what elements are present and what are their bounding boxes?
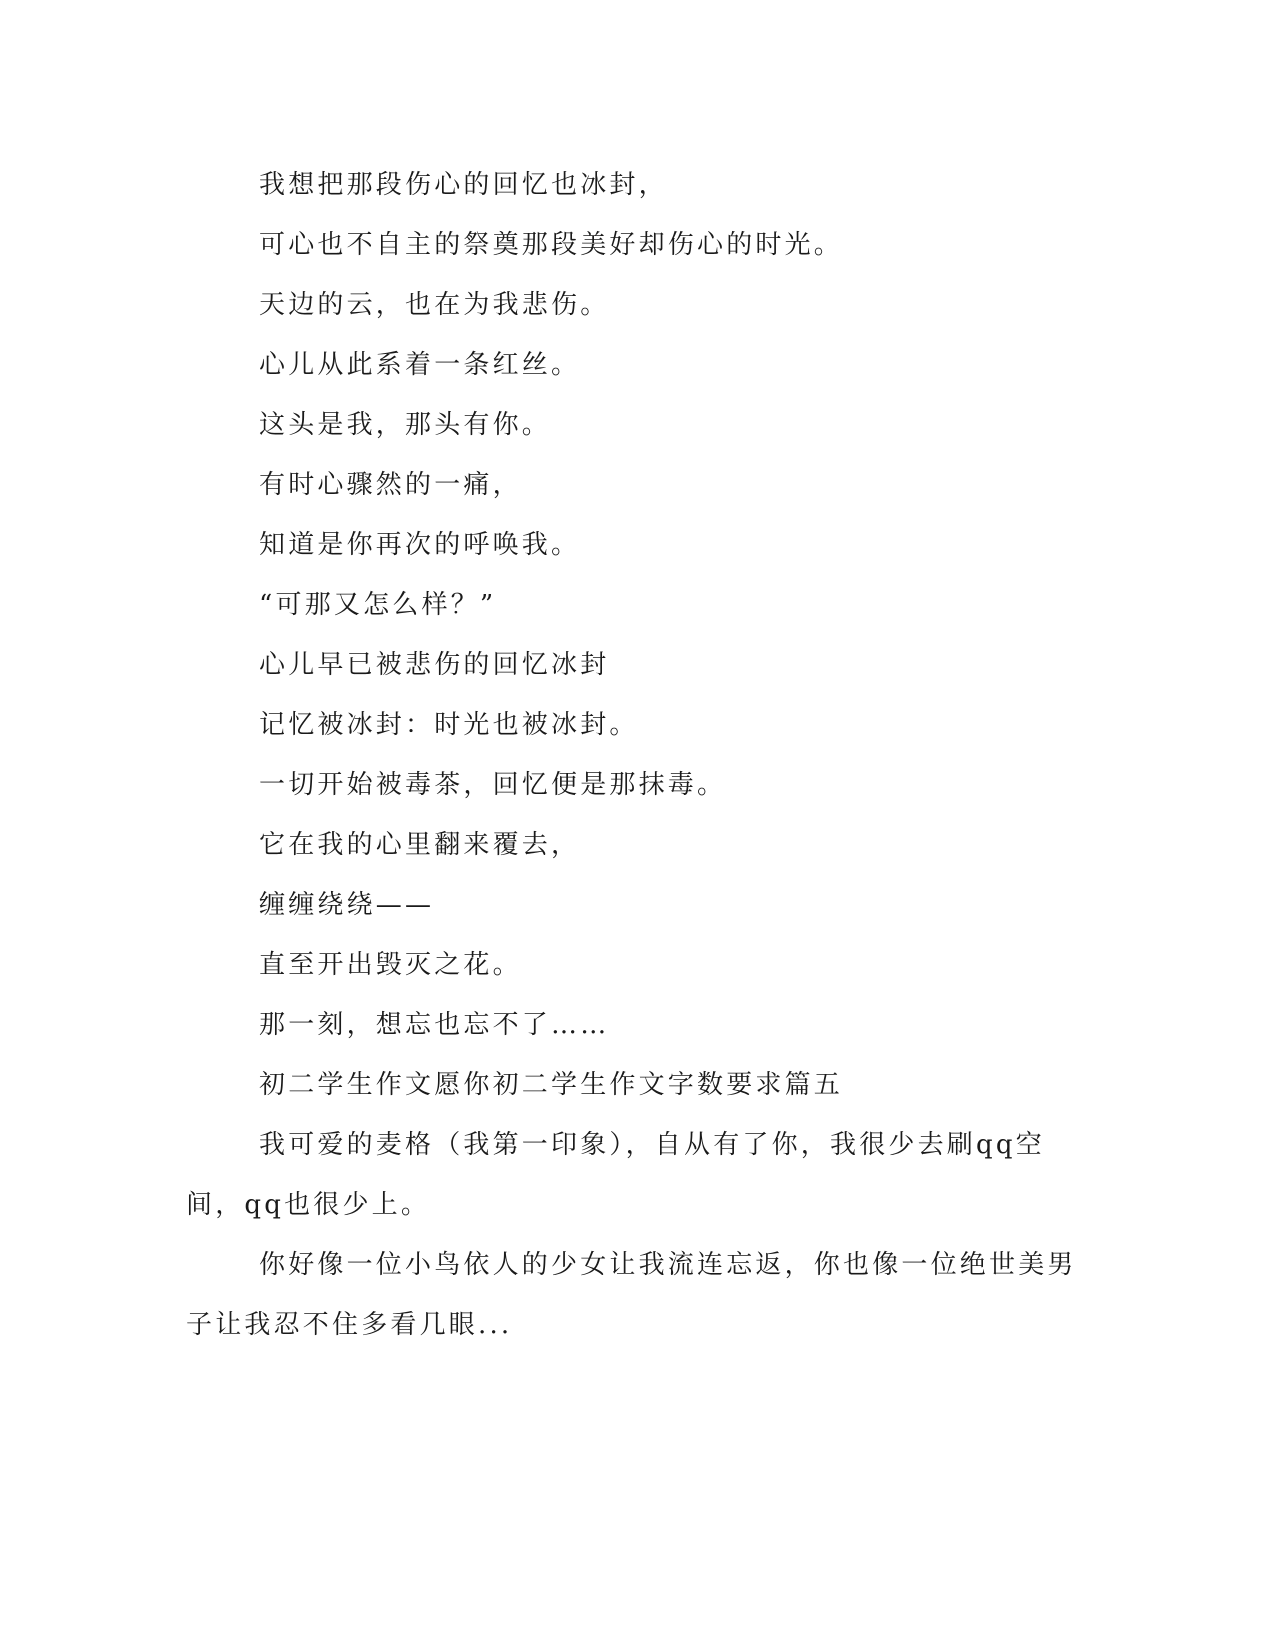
poem-line: 那一刻，想忘也忘不了…… (259, 1010, 610, 1040)
paragraph-line: 间，qq也很少上。 (186, 1190, 431, 1220)
poem-line: 直至开出毁灭之花。 (259, 950, 522, 980)
poem-line: 天边的云，也在为我悲伤。 (259, 290, 610, 320)
poem-line: 可心也不自主的祭奠那段美好却伤心的时光。 (259, 230, 844, 260)
poem-line: 知道是你再次的呼唤我。 (259, 530, 581, 560)
poem-line: 缠缠绕绕—— (259, 890, 435, 920)
paragraph-line: 我可爱的麦格（我第一印象），自从有了你，我很少去刷qq空 (259, 1130, 1045, 1160)
poem-line: 心儿早已被悲伤的回忆冰封 (259, 650, 610, 680)
poem-line: 心儿从此系着一条红丝。 (259, 350, 581, 380)
paragraph-line: 子让我忍不住多看几眼... (186, 1310, 513, 1340)
poem-line: 它在我的心里翻来覆去， (259, 830, 581, 860)
poem-line: 一切开始被毒茶，回忆便是那抹毒。 (259, 770, 727, 800)
poem-line: 有时心骤然的一痛， (259, 470, 522, 500)
poem-line: “可那又怎么样？” (259, 590, 497, 620)
poem-line: 记忆被冰封：时光也被冰封。 (259, 710, 639, 740)
poem-line: 这头是我，那头有你。 (259, 410, 552, 440)
paragraph-line: 你好像一位小鸟依人的少女让我流连忘返，你也像一位绝世美男 (259, 1250, 1077, 1280)
poem-line: 我想把那段伤心的回忆也冰封， (259, 170, 668, 200)
section-heading: 初二学生作文愿你初二学生作文字数要求篇五 (259, 1070, 844, 1100)
